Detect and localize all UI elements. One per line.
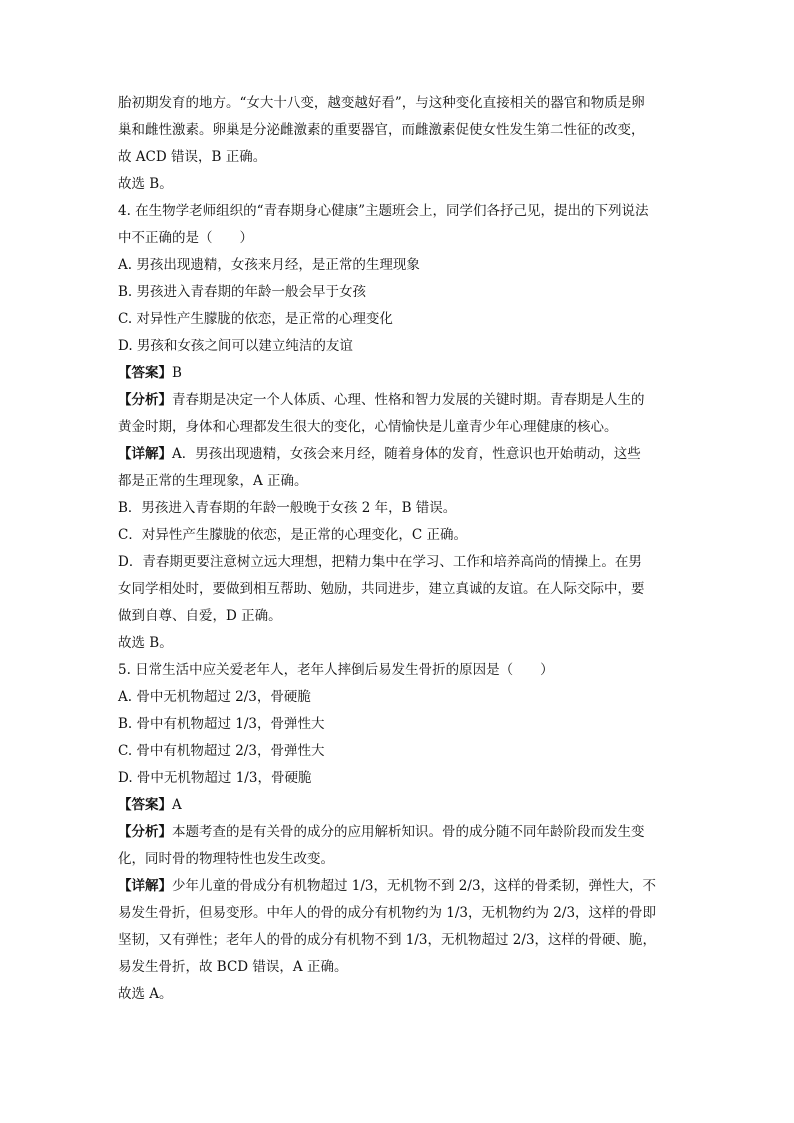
answer-value: B <box>172 365 182 381</box>
answer-line <box>118 792 678 819</box>
question-5 <box>118 657 678 1008</box>
detail-text: 都是正常的生理现象，A 正确。 <box>118 473 308 489</box>
question-stem: 中不正确的是（ ） <box>118 230 253 246</box>
detail-line <box>118 441 678 468</box>
detail-text: B．男孩进入青春期的年龄一般晚于女孩 2 年，B 错误。 <box>118 500 457 516</box>
option-d: D. 男孩和女孩之间可以建立纯洁的友谊 <box>118 338 353 354</box>
analysis-text: 黄金时期，身体和心理都发生很大的变化，心情愉快是儿童青少年心理健康的核心。 <box>118 419 618 435</box>
detail-text: 女同学相处时，要做到相互帮助、勉励，共同进步，建立真诚的友谊。在人际交际中，要 <box>118 581 645 597</box>
conclusion: 故选 B。 <box>118 635 173 651</box>
option-c: C. 骨中有机物超过 2/3，骨弹性大 <box>118 743 325 759</box>
previous-explanation <box>118 90 678 198</box>
answer-line <box>118 360 678 387</box>
detail-text: D．青春期更要注意树立远大理想，把精力集中在学习、工作和培养高尚的情操上。在男 <box>118 554 642 570</box>
document-page <box>118 90 678 1008</box>
detail-tag: 【详解】 <box>118 446 172 462</box>
detail-text: 少年儿童的骨成分有机物超过 1/3，无机物不到 2/3，这样的骨柔韧，弹性大，不 <box>172 878 657 894</box>
text-line: 胎初期发育的地方。“女大十八变，越变越好看”，与这种变化直接相关的器官和物质是卵 <box>118 95 645 111</box>
option-c: C. 对异性产生朦胧的依恋，是正常的心理变化 <box>118 311 393 327</box>
detail-line <box>118 873 678 900</box>
analysis-text: 本题考查的是有关骨的成分的应用解析知识。骨的成分随不同年龄阶段而发生变 <box>172 824 645 840</box>
question-stem: 5. 日常生活中应关爱老年人，老年人摔倒后易发生骨折的原因是（ ） <box>118 662 554 678</box>
detail-text: 易发生骨折，故 BCD 错误，A 正确。 <box>118 959 348 975</box>
conclusion: 故选 B。 <box>118 176 173 192</box>
analysis-tag: 【分析】 <box>118 392 172 408</box>
question-stem: 4. 在生物学老师组织的“青春期身心健康”主题班会上，同学们各抒己见，提出的下列说法 <box>118 203 649 219</box>
option-b: B. 骨中有机物超过 1/3，骨弹性大 <box>118 716 325 732</box>
question-4 <box>118 198 678 657</box>
answer-tag: 【答案】 <box>118 797 172 813</box>
detail-text: C．对异性产生朦胧的依恋，是正常的心理变化，C 正确。 <box>118 527 467 543</box>
detail-text: A．男孩出现遗精，女孩会来月经，随着身体的发育，性意识也开始萌动，这些 <box>172 446 641 462</box>
detail-text: 做到自尊、自爱，D 正确。 <box>118 608 282 624</box>
conclusion: 故选 A。 <box>118 986 173 1002</box>
option-b: B. 男孩进入青春期的年龄一般会早于女孩 <box>118 284 367 300</box>
option-a: A. 骨中无机物超过 2/3，骨硬脆 <box>118 689 311 705</box>
analysis-line <box>118 819 678 846</box>
detail-text: 易发生骨折，但易变形。中年人的骨的成分有机物约为 1/3，无机物约为 2/3，这样的骨即 <box>118 905 657 921</box>
analysis-text: 化，同时骨的物理特性也发生改变。 <box>118 851 334 867</box>
analysis-tag: 【分析】 <box>118 824 172 840</box>
answer-tag: 【答案】 <box>118 365 172 381</box>
text-line: 故 ACD 错误，B 正确。 <box>118 149 267 165</box>
detail-tag: 【详解】 <box>118 878 172 894</box>
option-d: D. 骨中无机物超过 1/3，骨硬脆 <box>118 770 312 786</box>
analysis-line <box>118 387 678 414</box>
answer-value: A <box>172 797 182 813</box>
text-line: 巢和雌性激素。卵巢是分泌雌激素的重要器官，而雌激素促使女性发生第二性征的改变， <box>118 122 645 138</box>
analysis-text: 青春期是决定一个人体质、心理、性格和智力发展的关键时期。青春期是人生的 <box>172 392 645 408</box>
detail-text: 坚韧，又有弹性；老年人的骨的成分有机物不到 1/3，无机物超过 2/3，这样的骨硬、脆， <box>118 932 657 948</box>
option-a: A. 男孩出现遗精，女孩来月经，是正常的生理现象 <box>118 257 420 273</box>
